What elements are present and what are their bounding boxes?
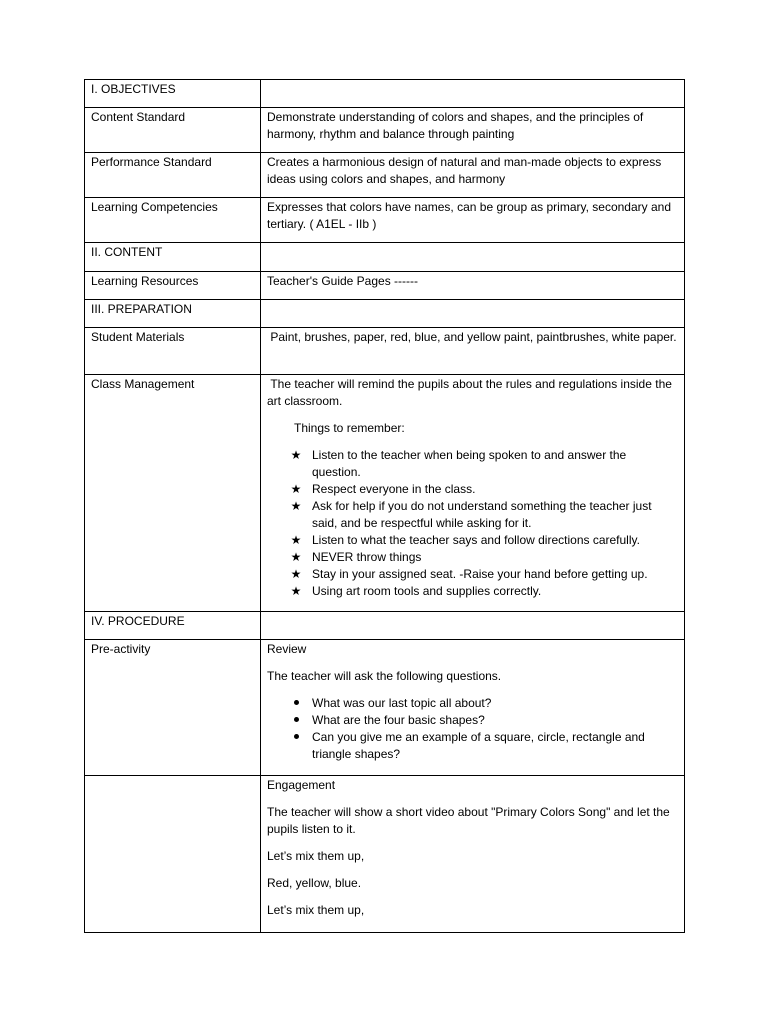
row-engagement xyxy=(85,776,685,933)
engagement-paragraph: The teacher will show a short video about "Primary Colors Song" and let the pupils listen to it. xyxy=(267,805,670,836)
row-label: Student Materials xyxy=(85,328,261,375)
row-label: Class Management xyxy=(85,375,261,612)
rule-text: Respect everyone in the class. xyxy=(312,482,476,496)
bullet-dot-icon xyxy=(289,695,303,712)
row-preparation xyxy=(85,300,685,328)
row-label: Learning Competencies xyxy=(85,198,261,243)
row-label: Content Standard xyxy=(85,108,261,153)
question-text: What was our last topic all about? xyxy=(312,696,492,710)
star-icon: ★ xyxy=(290,584,302,598)
question-list-item xyxy=(267,712,678,729)
engagement-heading: Engagement xyxy=(267,778,336,792)
section-value xyxy=(261,612,685,640)
rule-list-item xyxy=(267,447,678,481)
star-icon: ★ xyxy=(290,550,302,564)
row-label xyxy=(85,776,261,933)
row-value: Creates a harmonious design of natural and man-made objects to express ideas using colors and shapes, and harmony xyxy=(261,153,685,198)
section-label: IV. PROCEDURE xyxy=(85,612,261,640)
review-intro: The teacher will ask the following questions. xyxy=(267,669,502,683)
section-label: III. PREPARATION xyxy=(85,300,261,328)
bullet-dot-icon xyxy=(289,729,303,746)
row-label: Learning Resources xyxy=(85,272,261,300)
question-list-item xyxy=(267,729,678,763)
row-content xyxy=(85,243,685,272)
engagement-paragraph: Let’s mix them up, xyxy=(267,849,365,863)
question-text: Can you give me an example of a square, circle, rectangle and triangle shapes? xyxy=(312,730,645,761)
section-label: I. OBJECTIVES xyxy=(85,80,261,108)
star-icon: ★ xyxy=(290,567,302,581)
section-value xyxy=(261,243,685,272)
star-icon: ★ xyxy=(290,499,302,513)
things-to-remember-heading: Things to remember: xyxy=(294,421,405,435)
row-performance-standard xyxy=(85,153,685,198)
row-value: Teacher's Guide Pages ------ xyxy=(261,272,685,300)
question-text: What are the four basic shapes? xyxy=(312,713,485,727)
row-value xyxy=(261,640,685,776)
rule-text: Listen to the teacher when being spoken to and answer the question. xyxy=(312,448,627,479)
section-value xyxy=(261,80,685,108)
row-procedure xyxy=(85,612,685,640)
rule-list-item xyxy=(267,566,678,583)
row-label: Performance Standard xyxy=(85,153,261,198)
star-icon: ★ xyxy=(290,482,302,496)
row-student-materials xyxy=(85,328,685,375)
row-value xyxy=(261,776,685,933)
rule-text: Stay in your assigned seat. -Raise your hand before getting up. xyxy=(312,567,648,581)
rule-text: NEVER throw things xyxy=(312,550,422,564)
row-learning-resources xyxy=(85,272,685,300)
star-icon: ★ xyxy=(290,448,302,462)
row-value: Demonstrate understanding of colors and shapes, and the principles of harmony, rhythm and balance through painting xyxy=(261,108,685,153)
row-objectives xyxy=(85,80,685,108)
engagement-paragraphs xyxy=(267,804,678,919)
row-pre-activity xyxy=(85,640,685,776)
row-content-standard xyxy=(85,108,685,153)
rules-list xyxy=(267,447,678,600)
review-heading: Review xyxy=(267,642,307,656)
row-learning-competencies xyxy=(85,198,685,243)
lesson-plan-table xyxy=(84,79,685,933)
rule-list-item xyxy=(267,532,678,549)
rule-list-item xyxy=(267,549,678,566)
section-value xyxy=(261,300,685,328)
rule-text: Ask for help if you do not understand something the teacher just said, and be respectful while asking for it. xyxy=(312,499,652,530)
star-icon: ★ xyxy=(290,533,302,547)
rule-list-item xyxy=(267,583,678,600)
row-value xyxy=(261,375,685,612)
engagement-paragraph: Red, yellow, blue. xyxy=(267,876,362,890)
bullet-dot-icon xyxy=(289,712,303,729)
rule-text: Using art room tools and supplies correctly. xyxy=(312,584,542,598)
section-label: II. CONTENT xyxy=(85,243,261,272)
rule-text: Listen to what the teacher says and follow directions carefully. xyxy=(312,533,640,547)
questions-list xyxy=(267,695,678,763)
rule-list-item xyxy=(267,481,678,498)
question-list-item xyxy=(267,695,678,712)
class-management-intro: The teacher will remind the pupils about the rules and regulations inside the art classroom. xyxy=(267,377,679,408)
row-label: Pre-activity xyxy=(85,640,261,776)
row-value: Paint, brushes, paper, red, blue, and yellow paint, paintbrushes, white paper. xyxy=(261,328,685,375)
row-value: Expresses that colors have names, can be group as primary, secondary and tertiary. ( A1EL - IIb ) xyxy=(261,198,685,243)
engagement-paragraph: Let’s mix them up, xyxy=(267,903,365,917)
rule-list-item xyxy=(267,498,678,532)
row-class-management xyxy=(85,375,685,612)
